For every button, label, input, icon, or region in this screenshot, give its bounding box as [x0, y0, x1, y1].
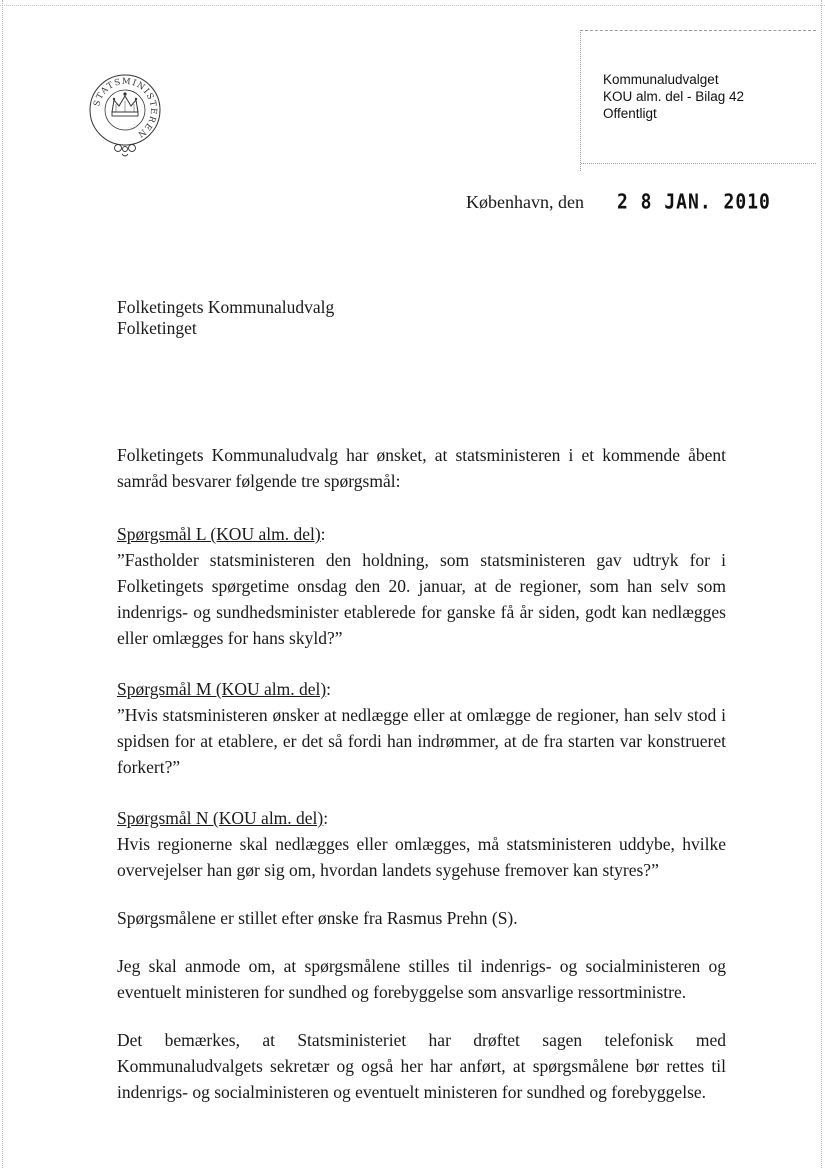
page-edge-left: [2, 0, 4, 1168]
date-stamp: 2 8 JAN. 2010: [617, 190, 771, 215]
question-m-text: ”Hvis statsministeren ønsker at nedlægge eller at omlægge de regioner, han selv stod i spidsen for at etablere, er det så fordi han indrømmer, at de fra starten var konstrueret forkert?”: [117, 705, 726, 777]
note-paragraph: Det bemærkes, at Statsministeriet har drøftet sagen telefonisk med Kommunaludvalgets sekretær og også her har anført, at spørgsmålene bør rettes til indenrigs- og socialministeren og eventuelt ministeren for sundhed og forebyggelse.: [117, 1030, 726, 1102]
question-n-text: Hvis regionerne skal nedlægges eller omlægges, må statsministeren uddybe, hvilke overvejelser han gør sig om, hvordan landets sygehuse fremover kan styres?”: [117, 834, 726, 880]
recipient-block: [117, 297, 334, 339]
seal-ring-text: STATSMINISTEREN: [92, 76, 159, 140]
page-edge-top: [0, 5, 825, 7]
recipient-parliament: Folketinget: [117, 318, 197, 338]
question-l-heading: Spørgsmål L (KOU alm. del):: [117, 524, 326, 544]
stamp-reference: KOU alm. del - Bilag 42: [603, 89, 745, 104]
crown-seal-icon: [82, 68, 168, 158]
page-edge-right: [821, 0, 823, 1168]
question-n-heading: Spørgsmål N (KOU alm. del):: [117, 808, 329, 828]
stamp-divider: [581, 163, 816, 164]
archive-stamp: [603, 71, 744, 122]
request-paragraph: Jeg skal anmode om, at spørgsmålene stilles til indenrigs- og socialministeren og eventuelt ministeren for sundhed og forebyggelse som ansvarlige ressortministre.: [117, 956, 726, 1002]
stamp-committee: Kommunaludvalget: [603, 72, 719, 87]
date-place: København, den: [466, 192, 584, 212]
recipient-committee: Folketingets Kommunaludvalg: [117, 297, 335, 317]
question-l-text: ”Fastholder statsministeren den holdning, som statsministeren gav udtryk for i Folketingets spørgetime onsdag den 20. januar, at de regioner, som han selv som indenrigs- og sundhedsminister etablerede for ganske få år siden, godt kan nedlægges eller omlægges for hans skyld?”: [117, 550, 726, 648]
asked-by-paragraph: Spørgsmålene er stillet efter ønske fra Rasmus Prehn (S).: [117, 908, 518, 928]
intro-paragraph: Folketingets Kommunaludvalg har ønsket, at statsministeren i et kommende åbent samråd besvarer følgende tre spørgsmål:: [117, 445, 726, 491]
letter-body: [117, 442, 726, 1105]
question-m-heading: Spørgsmål M (KOU alm. del):: [117, 679, 332, 699]
stamp-status: Offentligt: [603, 106, 657, 121]
